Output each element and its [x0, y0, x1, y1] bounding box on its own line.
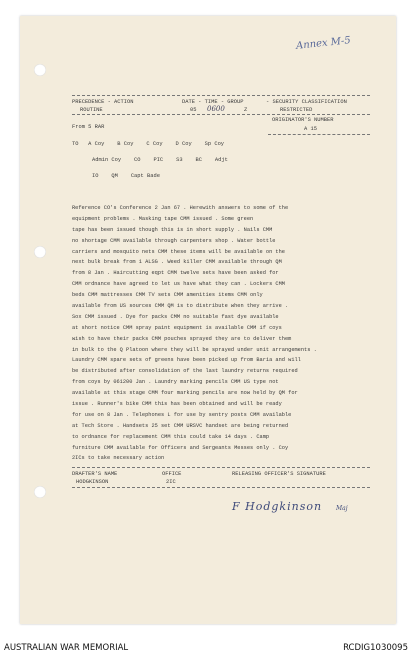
punch-hole	[34, 486, 46, 498]
body-line: available at this stage CMM four marking pencils are now held by QM for	[72, 390, 298, 397]
body-line: furniture CMM available for Officers and Sergeants Messes only . Coy	[72, 444, 289, 451]
dtg-time: 0600	[207, 105, 225, 113]
footer-bottom-rule	[72, 487, 370, 488]
body-line: equipment problems . Masking tape CMM issued . Some green	[72, 215, 254, 222]
to-line-1: TO A Coy B Coy C Coy D Coy Sp Coy	[72, 141, 225, 147]
body-line: 2ICs to take necessary action	[72, 455, 165, 462]
message-body	[72, 203, 372, 464]
precedence-value: ROUTINE	[80, 107, 103, 113]
body-line: to ordnance for replacement CMM this could take 14 days . Camp	[72, 433, 270, 440]
office-value: 2IC	[166, 479, 176, 485]
body-line: be distributed after consolidation of the last laundry returns required	[72, 368, 298, 375]
header-top-rule	[72, 95, 370, 96]
body-line: issue . Runner's bike CMM this has been obtained and will be ready	[72, 401, 282, 408]
signature-rank: Maj	[336, 505, 348, 512]
body-line: for use on 8 Jan . Telephones L for use by sentry posts CMM available	[72, 411, 292, 418]
body-line: wish to have their packs CMM pouches sprayed they are to deliver them	[72, 335, 292, 342]
to-line-3: IO QM Capt Bade	[92, 173, 160, 179]
security-value: RESTRICTED	[280, 107, 313, 113]
reference-number: RCDIG1030095	[343, 643, 408, 653]
footer-top-rule	[72, 467, 370, 468]
institution-label: AUSTRALIAN WAR MEMORIAL	[4, 643, 129, 653]
drafter-value: HODGKINSON	[76, 479, 109, 485]
body-line: carriers and mosquito nets CMM these items will be available on the	[72, 248, 285, 255]
body-line: next bulk break from 1 ALSG . Weed killer CMM available through QM	[72, 259, 282, 266]
precedence-label: PRECEDENCE - ACTION	[72, 99, 134, 105]
from-line: From 5 RAR	[72, 124, 105, 130]
body-line: tape has been issued though this is in short supply . Nails CMM	[72, 226, 273, 233]
body-line: no shortage CMM available through carpenters shop . Water bottle	[72, 237, 276, 244]
signature: F Hodgkinson	[232, 500, 323, 513]
body-line: from coys by 061200 Jan . Laundry marking pencils CMM US type not	[72, 379, 279, 386]
dtg-label: DATE - TIME - GROUP	[182, 99, 244, 105]
header-mid-rule	[72, 114, 370, 115]
originator-label: ORIGINATOR'S NUMBER	[272, 117, 334, 123]
body-line: from 8 Jan . Haircutting eqpt CMM twelve sets have been asked for	[72, 270, 279, 277]
body-line: available from US sources CMM QM is to distribute when they arrive .	[72, 303, 289, 310]
handwritten-annotation: Annex M-5	[295, 35, 352, 52]
releasing-label: RELEASING OFFICER'S SIGNATURE	[232, 471, 326, 477]
body-line: at short notice CMM spray paint equipment is available CMM if coys	[72, 324, 282, 331]
body-line: at Tech Store . Handsets 25 set CMM URSVC handset are being returned	[72, 422, 289, 429]
caption-bar	[0, 626, 414, 654]
originator-rule	[268, 134, 370, 135]
drafter-label: DRAFTER'S NAME	[72, 471, 118, 477]
body-line: Sox CMM issued . Dye for packs CMM no suitable fast dye available	[72, 313, 279, 320]
body-line: in bulk to the Q Platoon where they will be sprayed under unit arrangements .	[72, 346, 317, 353]
originator-value: A 15	[304, 126, 317, 132]
body-line: beds CMM mattresses CMM TV sets CMM amenities items CMM only	[72, 292, 263, 299]
office-label: OFFICE	[162, 471, 182, 477]
dtg-day: 05	[190, 107, 197, 113]
body-line: Reference CO's Conference 2 Jan 67 . Herewith answers to some of the	[72, 205, 289, 211]
dtg-zone: Z	[244, 107, 248, 113]
punch-hole	[34, 64, 46, 76]
security-label: - SECURITY CLASSIFICATION	[266, 99, 347, 105]
body-line: CMM ordnance have agreed to let us have what they can . Lockers CMM	[72, 281, 285, 288]
punch-hole	[34, 246, 46, 258]
to-line-2: Admin Coy CO PIC S3 BC Adjt	[92, 157, 228, 163]
body-line: Laundry CMM spare sets of greens have been picked up from Baria and will	[72, 357, 301, 364]
